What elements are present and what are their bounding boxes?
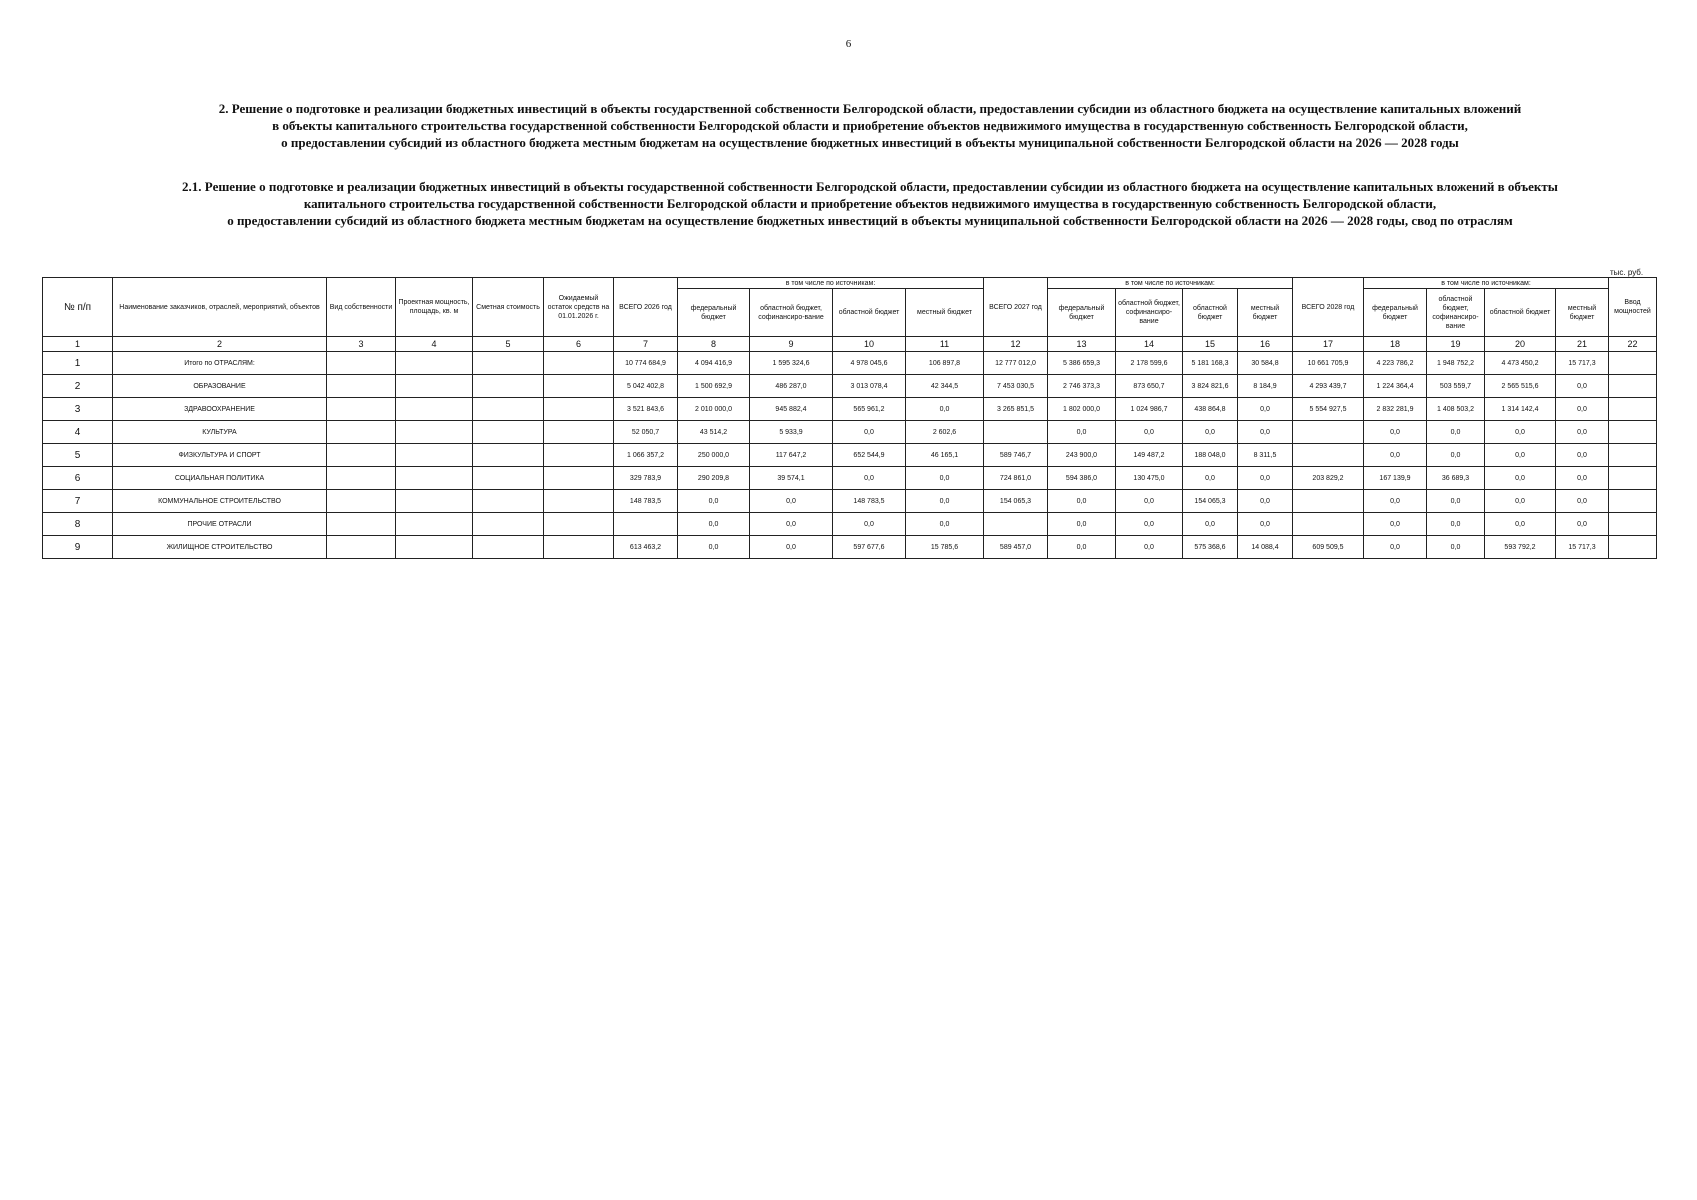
value-cell: 0,0 bbox=[1116, 536, 1183, 559]
header-name: Наименование заказчиков, отраслей, мероприятий, объектов bbox=[113, 278, 327, 337]
value-cell: 589 746,7 bbox=[984, 444, 1048, 467]
value-cell: 0,0 bbox=[1364, 490, 1427, 513]
value-cell bbox=[544, 421, 614, 444]
header-ownership: Вид собственности bbox=[327, 278, 396, 337]
value-cell: 3 824 821,6 bbox=[1183, 375, 1238, 398]
value-cell bbox=[544, 375, 614, 398]
value-cell: 0,0 bbox=[1183, 421, 1238, 444]
section-heading bbox=[90, 100, 1650, 151]
value-cell: 0,0 bbox=[1427, 421, 1485, 444]
value-cell: 43 514,2 bbox=[678, 421, 750, 444]
value-cell: 0,0 bbox=[750, 536, 833, 559]
value-cell bbox=[1293, 513, 1364, 536]
sector-name-cell: ОБРАЗОВАНИЕ bbox=[113, 375, 327, 398]
value-cell bbox=[396, 490, 473, 513]
column-number: 4 bbox=[396, 337, 473, 352]
value-cell: 130 475,0 bbox=[1116, 467, 1183, 490]
value-cell bbox=[327, 398, 396, 421]
header-group-row bbox=[43, 278, 1657, 289]
value-cell: 0,0 bbox=[1427, 490, 1485, 513]
value-cell: 4 293 439,7 bbox=[1293, 375, 1364, 398]
header-local: местный бюджет bbox=[1238, 289, 1293, 337]
value-cell: 3 521 843,6 bbox=[614, 398, 678, 421]
value-cell: 0,0 bbox=[1485, 467, 1556, 490]
value-cell: 593 792,2 bbox=[1485, 536, 1556, 559]
subsection-heading-line: капитального строительства государственной собственности Белгородской области и приобретение объектов недвижимого имущества в государственную собственность Белгородской области, bbox=[303, 196, 1437, 211]
value-cell: 4 473 450,2 bbox=[1485, 352, 1556, 375]
header-total-2026: ВСЕГО 2026 год bbox=[614, 278, 678, 337]
value-cell bbox=[544, 444, 614, 467]
value-cell bbox=[1609, 398, 1657, 421]
value-cell: 945 882,4 bbox=[750, 398, 833, 421]
value-cell bbox=[1293, 421, 1364, 444]
header-sources-2027: в том числе по источникам: bbox=[1048, 278, 1293, 289]
column-number: 20 bbox=[1485, 337, 1556, 352]
value-cell: 42 344,5 bbox=[906, 375, 984, 398]
value-cell: 0,0 bbox=[1556, 421, 1609, 444]
value-cell: 188 048,0 bbox=[1183, 444, 1238, 467]
value-cell: 1 314 142,4 bbox=[1485, 398, 1556, 421]
value-cell: 154 065,3 bbox=[984, 490, 1048, 513]
value-cell: 290 209,8 bbox=[678, 467, 750, 490]
row-number-cell: 7 bbox=[43, 490, 113, 513]
header-no: № п/п bbox=[43, 278, 113, 337]
value-cell bbox=[473, 513, 544, 536]
value-cell: 10 661 705,9 bbox=[1293, 352, 1364, 375]
value-cell: 154 065,3 bbox=[1183, 490, 1238, 513]
value-cell: 5 042 402,8 bbox=[614, 375, 678, 398]
header-cofinancing: областной бюджет, софинансиро-вание bbox=[750, 289, 833, 337]
header-federal: федеральный бюджет bbox=[678, 289, 750, 337]
value-cell: 0,0 bbox=[1364, 536, 1427, 559]
table-row bbox=[43, 375, 1657, 398]
header-local: местный бюджет bbox=[906, 289, 984, 337]
value-cell: 148 783,5 bbox=[614, 490, 678, 513]
value-cell: 0,0 bbox=[1427, 444, 1485, 467]
value-cell: 0,0 bbox=[1556, 467, 1609, 490]
header-commissioning: Ввод мощностей bbox=[1609, 278, 1657, 337]
sector-name-cell: Итого по ОТРАСЛЯМ: bbox=[113, 352, 327, 375]
sector-name-cell: СОЦИАЛЬНАЯ ПОЛИТИКА bbox=[113, 467, 327, 490]
column-number: 11 bbox=[906, 337, 984, 352]
value-cell: 243 900,0 bbox=[1048, 444, 1116, 467]
value-cell: 5 181 168,3 bbox=[1183, 352, 1238, 375]
value-cell: 503 559,7 bbox=[1427, 375, 1485, 398]
section-heading-line: в объекты капитального строительства государственной собственности Белгородской области и приобретение объектов недвижимого имущества в государственную собственность Белгородской области, bbox=[272, 118, 1468, 133]
value-cell: 2 178 599,6 bbox=[1116, 352, 1183, 375]
section-heading-line: 2. Решение о подготовке и реализации бюджетных инвестиций в объекты государственной собственности Белгородской области, предоставлении субсидии из областного бюджета на осуществление капитальных вложений bbox=[218, 101, 1522, 116]
column-number: 19 bbox=[1427, 337, 1485, 352]
value-cell bbox=[396, 352, 473, 375]
value-cell bbox=[544, 352, 614, 375]
value-cell: 1 500 692,9 bbox=[678, 375, 750, 398]
sector-name-cell: ЖИЛИЩНОЕ СТРОИТЕЛЬСТВО bbox=[113, 536, 327, 559]
value-cell: 0,0 bbox=[1427, 536, 1485, 559]
row-number-cell: 4 bbox=[43, 421, 113, 444]
value-cell: 0,0 bbox=[678, 536, 750, 559]
value-cell bbox=[544, 513, 614, 536]
value-cell: 203 829,2 bbox=[1293, 467, 1364, 490]
value-cell: 0,0 bbox=[1183, 513, 1238, 536]
value-cell: 0,0 bbox=[1238, 490, 1293, 513]
row-number-cell: 6 bbox=[43, 467, 113, 490]
value-cell: 1 595 324,6 bbox=[750, 352, 833, 375]
value-cell: 0,0 bbox=[1116, 513, 1183, 536]
value-cell: 0,0 bbox=[906, 490, 984, 513]
value-cell: 5 933,9 bbox=[750, 421, 833, 444]
value-cell: 0,0 bbox=[1238, 398, 1293, 421]
value-cell bbox=[1609, 444, 1657, 467]
sector-name-cell: КОММУНАЛЬНОЕ СТРОИТЕЛЬСТВО bbox=[113, 490, 327, 513]
page-number: 6 bbox=[845, 38, 852, 50]
value-cell bbox=[396, 375, 473, 398]
value-cell: 0,0 bbox=[678, 513, 750, 536]
value-cell: 0,0 bbox=[1556, 398, 1609, 421]
value-cell: 2 010 000,0 bbox=[678, 398, 750, 421]
value-cell: 0,0 bbox=[1556, 513, 1609, 536]
header-estimate: Сметная стоимость bbox=[473, 278, 544, 337]
value-cell: 8 184,9 bbox=[1238, 375, 1293, 398]
value-cell: 2 602,6 bbox=[906, 421, 984, 444]
value-cell: 1 948 752,2 bbox=[1427, 352, 1485, 375]
sector-name-cell: ПРОЧИЕ ОТРАСЛИ bbox=[113, 513, 327, 536]
table-row bbox=[43, 398, 1657, 421]
value-cell: 486 287,0 bbox=[750, 375, 833, 398]
column-number: 13 bbox=[1048, 337, 1116, 352]
value-cell bbox=[1609, 352, 1657, 375]
value-cell: 0,0 bbox=[1238, 467, 1293, 490]
value-cell: 0,0 bbox=[833, 513, 906, 536]
value-cell: 0,0 bbox=[1556, 490, 1609, 513]
column-number: 1 bbox=[43, 337, 113, 352]
value-cell bbox=[327, 513, 396, 536]
value-cell bbox=[984, 421, 1048, 444]
table-row bbox=[43, 421, 1657, 444]
value-cell: 594 386,0 bbox=[1048, 467, 1116, 490]
value-cell: 3 013 078,4 bbox=[833, 375, 906, 398]
value-cell: 0,0 bbox=[1238, 421, 1293, 444]
value-cell: 0,0 bbox=[1556, 375, 1609, 398]
section-heading-line: о предоставлении субсидий из областного бюджета местным бюджетам на осуществление бюджетных инвестиций в объекты муниципальной собственности Белгородской области на 2026 — 2028 годы bbox=[281, 135, 1459, 150]
value-cell bbox=[396, 421, 473, 444]
table-row bbox=[43, 513, 1657, 536]
value-cell: 0,0 bbox=[1116, 490, 1183, 513]
column-number: 16 bbox=[1238, 337, 1293, 352]
value-cell bbox=[473, 467, 544, 490]
value-cell: 0,0 bbox=[1485, 513, 1556, 536]
value-cell: 15 717,3 bbox=[1556, 352, 1609, 375]
row-number-cell: 8 bbox=[43, 513, 113, 536]
value-cell: 30 584,8 bbox=[1238, 352, 1293, 375]
value-cell: 0,0 bbox=[750, 490, 833, 513]
value-cell: 46 165,1 bbox=[906, 444, 984, 467]
value-cell: 1 408 503,2 bbox=[1427, 398, 1485, 421]
row-number-cell: 3 bbox=[43, 398, 113, 421]
value-cell bbox=[327, 421, 396, 444]
value-cell bbox=[396, 513, 473, 536]
header-federal: федеральный бюджет bbox=[1048, 289, 1116, 337]
table-row bbox=[43, 444, 1657, 467]
value-cell bbox=[1293, 444, 1364, 467]
row-number-cell: 2 bbox=[43, 375, 113, 398]
value-cell: 1 224 364,4 bbox=[1364, 375, 1427, 398]
value-cell: 117 647,2 bbox=[750, 444, 833, 467]
column-number: 3 bbox=[327, 337, 396, 352]
value-cell: 8 311,5 bbox=[1238, 444, 1293, 467]
value-cell: 3 265 851,5 bbox=[984, 398, 1048, 421]
column-number: 7 bbox=[614, 337, 678, 352]
value-cell: 0,0 bbox=[1485, 421, 1556, 444]
value-cell: 0,0 bbox=[1048, 421, 1116, 444]
value-cell: 1 802 000,0 bbox=[1048, 398, 1116, 421]
value-cell bbox=[1293, 490, 1364, 513]
value-cell bbox=[544, 536, 614, 559]
value-cell bbox=[1609, 375, 1657, 398]
value-cell: 15 785,6 bbox=[906, 536, 984, 559]
header-cofinancing: областной бюджет, софинансиро-вание bbox=[1116, 289, 1183, 337]
sector-name-cell: КУЛЬТУРА bbox=[113, 421, 327, 444]
table-row bbox=[43, 536, 1657, 559]
value-cell bbox=[327, 536, 396, 559]
value-cell: 575 368,6 bbox=[1183, 536, 1238, 559]
value-cell: 0,0 bbox=[1183, 467, 1238, 490]
value-cell: 5 554 927,5 bbox=[1293, 398, 1364, 421]
column-number: 14 bbox=[1116, 337, 1183, 352]
value-cell: 0,0 bbox=[1364, 513, 1427, 536]
value-cell bbox=[1609, 421, 1657, 444]
value-cell bbox=[1609, 513, 1657, 536]
value-cell bbox=[473, 398, 544, 421]
column-number: 15 bbox=[1183, 337, 1238, 352]
value-cell: 0,0 bbox=[1364, 421, 1427, 444]
value-cell: 1 024 986,7 bbox=[1116, 398, 1183, 421]
value-cell: 4 223 786,2 bbox=[1364, 352, 1427, 375]
column-number: 6 bbox=[544, 337, 614, 352]
value-cell: 39 574,1 bbox=[750, 467, 833, 490]
value-cell bbox=[473, 444, 544, 467]
value-cell: 609 509,5 bbox=[1293, 536, 1364, 559]
value-cell bbox=[327, 375, 396, 398]
value-cell: 873 650,7 bbox=[1116, 375, 1183, 398]
value-cell: 0,0 bbox=[906, 398, 984, 421]
column-number-row bbox=[43, 337, 1657, 352]
value-cell bbox=[396, 398, 473, 421]
value-cell: 0,0 bbox=[906, 513, 984, 536]
subsection-heading-line: о предоставлении субсидий из областного бюджета местным бюджетам на осуществление бюджетных инвестиций в объекты муниципальной собственности Белгородской области на 2026 — 2028 годы, свод по отраслям bbox=[227, 213, 1513, 228]
value-cell: 15 717,3 bbox=[1556, 536, 1609, 559]
row-number-cell: 1 bbox=[43, 352, 113, 375]
value-cell: 0,0 bbox=[1485, 490, 1556, 513]
header-expected-balance: Ожидаемый остаток средств на 01.01.2026 г. bbox=[544, 278, 614, 337]
value-cell: 167 139,9 bbox=[1364, 467, 1427, 490]
value-cell bbox=[544, 398, 614, 421]
value-cell: 36 689,3 bbox=[1427, 467, 1485, 490]
value-cell bbox=[396, 467, 473, 490]
header-cofinancing: областной бюджет, софинансиро-вание bbox=[1427, 289, 1485, 337]
value-cell: 0,0 bbox=[678, 490, 750, 513]
table-row bbox=[43, 467, 1657, 490]
value-cell bbox=[1609, 467, 1657, 490]
value-cell: 12 777 012,0 bbox=[984, 352, 1048, 375]
value-cell bbox=[327, 490, 396, 513]
header-sources-2026: в том числе по источникам: bbox=[678, 278, 984, 289]
table-row bbox=[43, 490, 1657, 513]
value-cell: 0,0 bbox=[1116, 421, 1183, 444]
value-cell: 652 544,9 bbox=[833, 444, 906, 467]
header-regional: областной бюджет bbox=[1485, 289, 1556, 337]
value-cell bbox=[327, 467, 396, 490]
value-cell bbox=[1609, 536, 1657, 559]
column-number: 21 bbox=[1556, 337, 1609, 352]
value-cell: 7 453 030,5 bbox=[984, 375, 1048, 398]
value-cell: 597 677,6 bbox=[833, 536, 906, 559]
value-cell: 0,0 bbox=[750, 513, 833, 536]
value-cell bbox=[473, 352, 544, 375]
value-cell: 52 050,7 bbox=[614, 421, 678, 444]
header-regional: областной бюджет bbox=[1183, 289, 1238, 337]
column-number: 2 bbox=[113, 337, 327, 352]
header-local: местный бюджет bbox=[1556, 289, 1609, 337]
value-cell bbox=[473, 421, 544, 444]
column-number: 22 bbox=[1609, 337, 1657, 352]
value-cell: 149 487,2 bbox=[1116, 444, 1183, 467]
value-cell bbox=[473, 536, 544, 559]
column-number: 5 bbox=[473, 337, 544, 352]
value-cell: 0,0 bbox=[1238, 513, 1293, 536]
value-cell: 329 783,9 bbox=[614, 467, 678, 490]
value-cell: 2 832 281,9 bbox=[1364, 398, 1427, 421]
value-cell: 106 897,8 bbox=[906, 352, 984, 375]
value-cell: 0,0 bbox=[1048, 513, 1116, 536]
value-cell: 0,0 bbox=[1048, 490, 1116, 513]
value-cell: 0,0 bbox=[1485, 444, 1556, 467]
value-cell bbox=[984, 513, 1048, 536]
value-cell: 5 386 659,3 bbox=[1048, 352, 1116, 375]
value-cell: 0,0 bbox=[833, 421, 906, 444]
header-total-2028: ВСЕГО 2028 год bbox=[1293, 278, 1364, 337]
value-cell: 14 088,4 bbox=[1238, 536, 1293, 559]
value-cell bbox=[614, 513, 678, 536]
value-cell: 724 861,0 bbox=[984, 467, 1048, 490]
value-cell: 589 457,0 bbox=[984, 536, 1048, 559]
investment-table bbox=[42, 277, 1657, 559]
value-cell: 438 864,8 bbox=[1183, 398, 1238, 421]
row-number-cell: 9 bbox=[43, 536, 113, 559]
subsection-heading-line: 2.1. Решение о подготовке и реализации бюджетных инвестиций в объекты государственной собственности Белгородской области, предоставлении субсидии из областного бюджета на осуществление капитальных вложений в объекты bbox=[182, 179, 1558, 194]
column-number: 17 bbox=[1293, 337, 1364, 352]
column-number: 10 bbox=[833, 337, 906, 352]
header-federal: федеральный бюджет bbox=[1364, 289, 1427, 337]
value-cell: 0,0 bbox=[1364, 444, 1427, 467]
value-cell: 0,0 bbox=[1556, 444, 1609, 467]
value-cell bbox=[396, 536, 473, 559]
table-body bbox=[43, 352, 1657, 559]
value-cell: 1 066 357,2 bbox=[614, 444, 678, 467]
value-cell: 0,0 bbox=[1048, 536, 1116, 559]
header-total-2027: ВСЕГО 2027 год bbox=[984, 278, 1048, 337]
sector-name-cell: ЗДРАВООХРАНЕНИЕ bbox=[113, 398, 327, 421]
value-cell bbox=[327, 444, 396, 467]
value-cell bbox=[544, 467, 614, 490]
row-number-cell: 5 bbox=[43, 444, 113, 467]
value-cell: 2 565 515,6 bbox=[1485, 375, 1556, 398]
value-cell: 4 094 416,9 bbox=[678, 352, 750, 375]
value-cell: 0,0 bbox=[1427, 513, 1485, 536]
subsection-heading bbox=[90, 178, 1650, 229]
value-cell: 0,0 bbox=[906, 467, 984, 490]
sector-name-cell: ФИЗКУЛЬТУРА И СПОРТ bbox=[113, 444, 327, 467]
column-number: 12 bbox=[984, 337, 1048, 352]
header-sources-2028: в том числе по источникам: bbox=[1364, 278, 1609, 289]
value-cell: 613 463,2 bbox=[614, 536, 678, 559]
value-cell bbox=[1609, 490, 1657, 513]
value-cell: 565 961,2 bbox=[833, 398, 906, 421]
header-capacity: Проектная мощность, площадь, кв. м bbox=[396, 278, 473, 337]
column-number: 18 bbox=[1364, 337, 1427, 352]
value-cell: 148 783,5 bbox=[833, 490, 906, 513]
column-number: 9 bbox=[750, 337, 833, 352]
value-cell: 2 746 373,3 bbox=[1048, 375, 1116, 398]
value-cell bbox=[544, 490, 614, 513]
value-cell bbox=[473, 490, 544, 513]
header-regional: областной бюджет bbox=[833, 289, 906, 337]
value-cell: 4 978 045,6 bbox=[833, 352, 906, 375]
value-cell: 10 774 684,9 bbox=[614, 352, 678, 375]
value-cell bbox=[473, 375, 544, 398]
value-cell: 0,0 bbox=[833, 467, 906, 490]
units-label: тыс. руб. bbox=[1610, 268, 1644, 277]
column-number: 8 bbox=[678, 337, 750, 352]
value-cell bbox=[327, 352, 396, 375]
value-cell: 250 000,0 bbox=[678, 444, 750, 467]
table-row bbox=[43, 352, 1657, 375]
value-cell bbox=[396, 444, 473, 467]
